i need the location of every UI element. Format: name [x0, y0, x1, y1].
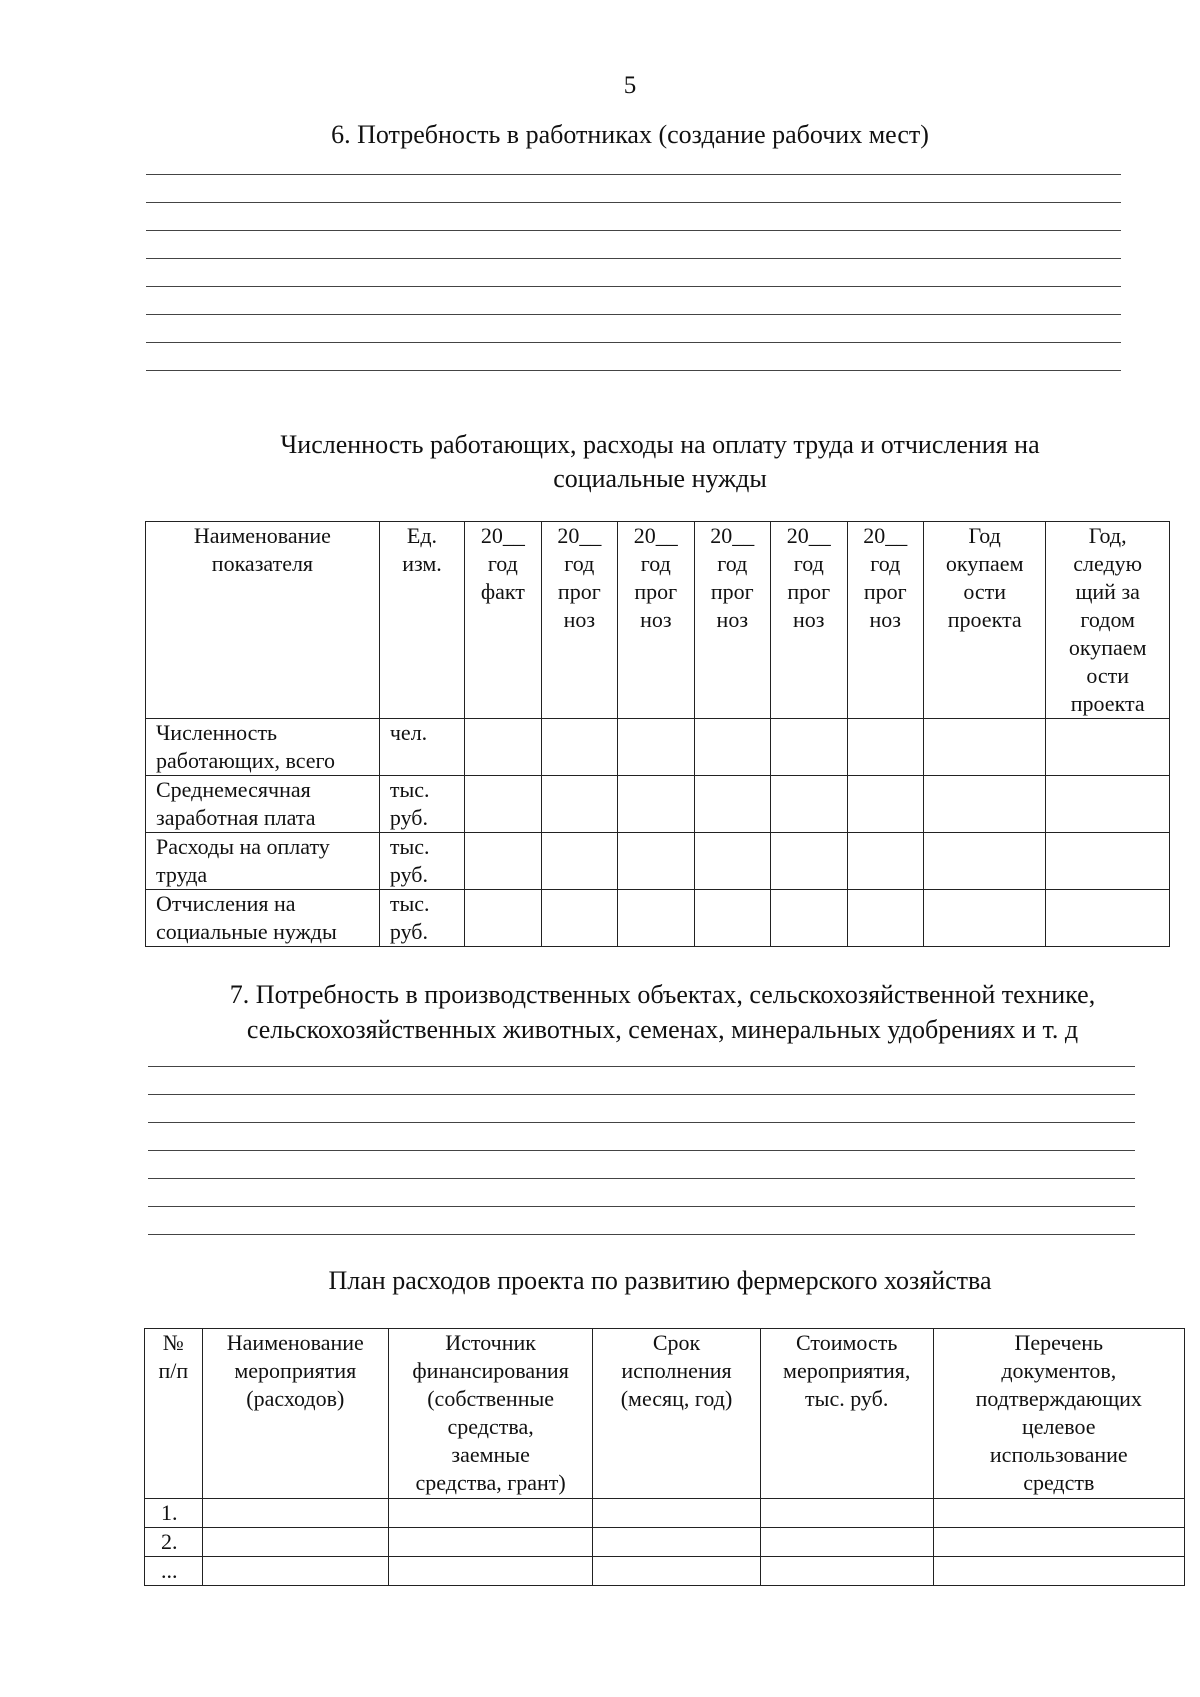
value-cell[interactable] — [202, 1499, 388, 1528]
section-7-heading-line-2: сельскохозяйственных животных, семенах, минеральных удобрениях и т. д — [246, 1015, 1079, 1044]
section-6-blank-line — [146, 342, 1121, 343]
cell-text-line: руб. — [389, 919, 428, 944]
value-cell[interactable] — [924, 890, 1046, 947]
table-1-header-cell — [924, 522, 1046, 719]
table-2-header-cell — [933, 1329, 1184, 1499]
section-6-blank-line — [146, 258, 1121, 259]
cell-text-line: показателя — [211, 551, 314, 576]
table-1-row — [146, 833, 1170, 890]
unit-cell — [379, 776, 464, 833]
value-cell[interactable] — [1046, 833, 1170, 890]
table-2-row — [145, 1499, 1185, 1528]
value-cell[interactable] — [593, 1499, 761, 1528]
value-cell[interactable] — [618, 890, 694, 947]
section-7-blank-line — [148, 1066, 1135, 1067]
cell-text-line: Отчисления на — [156, 891, 296, 916]
value-cell[interactable] — [924, 719, 1046, 776]
table-1-header-cell — [618, 522, 694, 719]
value-cell[interactable] — [760, 1557, 933, 1586]
cell-text-line: документов, — [1001, 1358, 1117, 1383]
value-cell[interactable] — [771, 833, 847, 890]
unit-cell — [379, 833, 464, 890]
cell-text-line: Наименование — [193, 523, 331, 548]
cell-text-line: заработная плата — [156, 805, 316, 830]
cell-text-line: прог — [863, 579, 907, 604]
value-cell[interactable] — [1046, 776, 1170, 833]
table-2-header-cell — [389, 1329, 593, 1499]
unit-cell — [379, 890, 464, 947]
table-2-header-cell — [202, 1329, 388, 1499]
table-1-header-row — [146, 522, 1170, 719]
cell-text-line: чел. — [389, 720, 428, 745]
table-1-header-cell — [771, 522, 847, 719]
table-1-row — [146, 719, 1170, 776]
section-6-blank-line — [146, 202, 1121, 203]
table-1-header-cell — [465, 522, 541, 719]
cell-text-line: ноз — [793, 607, 825, 632]
cell-text-line: 20__ — [480, 523, 525, 548]
section-6-blank-line — [146, 286, 1121, 287]
value-cell[interactable] — [1046, 719, 1170, 776]
cell-text-line: следую — [1073, 551, 1143, 576]
cell-text-line: годом — [1080, 607, 1135, 632]
value-cell[interactable] — [465, 776, 541, 833]
cell-text-line: 20__ — [633, 523, 678, 548]
value-cell[interactable] — [389, 1557, 593, 1586]
cell-text-line: средства, грант) — [415, 1470, 566, 1495]
cell-text-line: ноз — [563, 607, 596, 632]
cell-text-line: (расходов) — [246, 1386, 345, 1411]
staff-expenses-table — [145, 521, 1170, 947]
section-7-blank-line — [148, 1206, 1135, 1207]
section-7-blank-line — [148, 1150, 1135, 1151]
cell-text-line: изм. — [402, 551, 442, 576]
cell-text-line: 20__ — [786, 523, 831, 548]
cell-text-line: п/п — [158, 1358, 189, 1383]
value-cell[interactable] — [593, 1557, 761, 1586]
cell-text-line: мероприятия — [234, 1358, 357, 1383]
cell-text-line: подтверждающих — [975, 1386, 1142, 1411]
expense-plan-table — [144, 1328, 1185, 1586]
value-cell[interactable] — [202, 1528, 388, 1557]
table-2-title: План расходов проекта по развитию фермерского хозяйства — [328, 1266, 992, 1295]
section-7-blank-line — [148, 1178, 1135, 1179]
table-1-header-cell — [1046, 522, 1170, 719]
cell-text-line: щий за — [1075, 579, 1140, 604]
table-1-title-line-1: Численность работающих, расходы на оплату труда и отчисления на — [280, 430, 1040, 459]
value-cell[interactable] — [694, 719, 770, 776]
table-1-header-cell — [379, 522, 464, 719]
value-cell[interactable] — [694, 833, 770, 890]
cell-text-line: тыс. — [389, 834, 430, 859]
value-cell[interactable] — [541, 890, 617, 947]
value-cell[interactable] — [924, 833, 1046, 890]
row-number-cell: 2. — [145, 1528, 203, 1557]
cell-text-line: средства, — [447, 1414, 534, 1439]
table-1-title-line-2: социальные нужды — [553, 464, 767, 493]
value-cell[interactable] — [465, 890, 541, 947]
section-6-blank-line — [146, 370, 1121, 371]
cell-text-line: окупаем — [1068, 635, 1147, 660]
cell-text-line: использование — [989, 1442, 1128, 1467]
cell-text-line: 20__ — [557, 523, 602, 548]
cell-text-line: № — [162, 1330, 184, 1355]
cell-text-line: ноз — [640, 607, 672, 632]
cell-text-line: финансирования — [412, 1358, 569, 1383]
value-cell[interactable] — [933, 1499, 1184, 1528]
value-cell[interactable] — [771, 776, 847, 833]
value-cell[interactable] — [847, 890, 923, 947]
table-2-header-row — [145, 1329, 1185, 1499]
value-cell[interactable] — [760, 1499, 933, 1528]
cell-text-line: 20__ — [863, 523, 908, 548]
cell-text-line: проекта — [1070, 691, 1145, 716]
value-cell[interactable] — [465, 833, 541, 890]
cell-text-line: (месяц, год) — [620, 1386, 733, 1411]
table-1-header-cell — [694, 522, 770, 719]
cell-text-line: работающих, всего — [156, 748, 335, 773]
cell-text-line: (собственные — [427, 1386, 555, 1411]
cell-text-line: прог — [787, 579, 831, 604]
cell-text-line: Расходы на оплату — [156, 834, 330, 859]
value-cell[interactable] — [847, 776, 923, 833]
cell-text-line: тыс. — [389, 777, 430, 802]
cell-text-line: прог — [634, 579, 678, 604]
page-number: 5 — [623, 72, 637, 99]
section-6-blank-line — [146, 230, 1121, 231]
row-number-cell: 1. — [145, 1499, 203, 1528]
section-7-blank-line — [148, 1234, 1135, 1235]
value-cell[interactable] — [618, 833, 694, 890]
indicator-name-cell — [146, 833, 380, 890]
value-cell[interactable] — [924, 776, 1046, 833]
table-2-header-cell — [145, 1329, 203, 1499]
table-1-row — [146, 776, 1170, 833]
value-cell[interactable] — [593, 1528, 761, 1557]
cell-text-line: ости — [963, 579, 1007, 604]
cell-text-line: год — [564, 551, 595, 576]
indicator-name-cell — [146, 890, 380, 947]
value-cell[interactable] — [1046, 890, 1170, 947]
cell-text-line: средств — [1023, 1470, 1095, 1495]
value-cell[interactable] — [618, 776, 694, 833]
cell-text-line: факт — [480, 579, 525, 604]
cell-text-line: социальные нужды — [156, 919, 337, 944]
cell-text-line: ости — [1086, 663, 1130, 688]
cell-text-line: целевое — [1022, 1414, 1096, 1439]
cell-text-line: Ед. — [406, 523, 438, 548]
cell-text-line: Год — [968, 523, 1001, 548]
cell-text-line: проекта — [947, 607, 1022, 632]
cell-text-line: год — [870, 551, 901, 576]
cell-text-line: труда — [156, 862, 208, 887]
table-2-header-cell — [593, 1329, 761, 1499]
section-6-blank-line — [146, 314, 1121, 315]
cell-text-line: руб. — [389, 862, 428, 887]
table-1-header-cell — [541, 522, 617, 719]
unit-cell — [379, 719, 464, 776]
indicator-name-cell — [146, 776, 380, 833]
cell-text-line: 20__ — [710, 523, 755, 548]
value-cell[interactable] — [389, 1528, 593, 1557]
cell-text-line: прог — [710, 579, 754, 604]
cell-text-line: заемные — [451, 1442, 530, 1467]
value-cell[interactable] — [847, 833, 923, 890]
value-cell[interactable] — [933, 1557, 1184, 1586]
value-cell[interactable] — [694, 776, 770, 833]
table-2-header-cell — [760, 1329, 933, 1499]
cell-text-line: прог — [557, 579, 601, 604]
value-cell[interactable] — [760, 1528, 933, 1557]
section-7-heading — [150, 977, 1175, 1047]
cell-text-line: Стоимость — [796, 1330, 898, 1355]
table-1-row — [146, 890, 1170, 947]
table-2-row — [145, 1557, 1185, 1586]
cell-text-line: год — [487, 551, 518, 576]
section-7-blank-line — [148, 1122, 1135, 1123]
value-cell[interactable] — [389, 1499, 593, 1528]
table-1-title — [150, 428, 1170, 496]
cell-text-line: Перечень — [1014, 1330, 1104, 1355]
cell-text-line: ноз — [716, 607, 749, 632]
value-cell[interactable] — [541, 833, 617, 890]
cell-text-line: мероприятия, — [783, 1358, 911, 1383]
cell-text-line: Срок — [652, 1330, 701, 1355]
table-1-header-cell — [847, 522, 923, 719]
value-cell[interactable] — [847, 719, 923, 776]
value-cell[interactable] — [933, 1528, 1184, 1557]
cell-text-line: руб. — [389, 805, 428, 830]
value-cell[interactable] — [541, 776, 617, 833]
table-1-header-cell — [146, 522, 380, 719]
cell-text-line: Численность — [156, 720, 278, 745]
row-number-cell: ... — [145, 1557, 203, 1586]
cell-text-line: Наименование — [226, 1330, 364, 1355]
cell-text-line: тыс. — [389, 891, 430, 916]
value-cell[interactable] — [771, 719, 847, 776]
cell-text-line: Источник — [445, 1330, 536, 1355]
cell-text-line: Среднемесячная — [156, 777, 311, 802]
section-7-heading-line-1: 7. Потребность в производственных объектах, сельскохозяйственной технике, — [229, 980, 1096, 1009]
cell-text-line: тыс. руб. — [805, 1386, 889, 1411]
cell-text-line: год — [640, 551, 671, 576]
value-cell[interactable] — [541, 719, 617, 776]
cell-text-line: исполнения — [621, 1358, 732, 1383]
section-6-blank-line — [146, 174, 1121, 175]
indicator-name-cell — [146, 719, 380, 776]
value-cell[interactable] — [694, 890, 770, 947]
section-7-blank-line — [148, 1094, 1135, 1095]
value-cell[interactable] — [202, 1557, 388, 1586]
cell-text-line: ноз — [869, 607, 901, 632]
table-2-row — [145, 1528, 1185, 1557]
cell-text-line: окупаем — [945, 551, 1024, 576]
value-cell[interactable] — [771, 890, 847, 947]
cell-text-line: год — [717, 551, 748, 576]
value-cell[interactable] — [465, 719, 541, 776]
value-cell[interactable] — [618, 719, 694, 776]
section-6-heading: 6. Потребность в работниках (создание рабочих мест) — [331, 120, 929, 149]
cell-text-line: год — [793, 551, 824, 576]
cell-text-line: Год, — [1088, 523, 1127, 548]
